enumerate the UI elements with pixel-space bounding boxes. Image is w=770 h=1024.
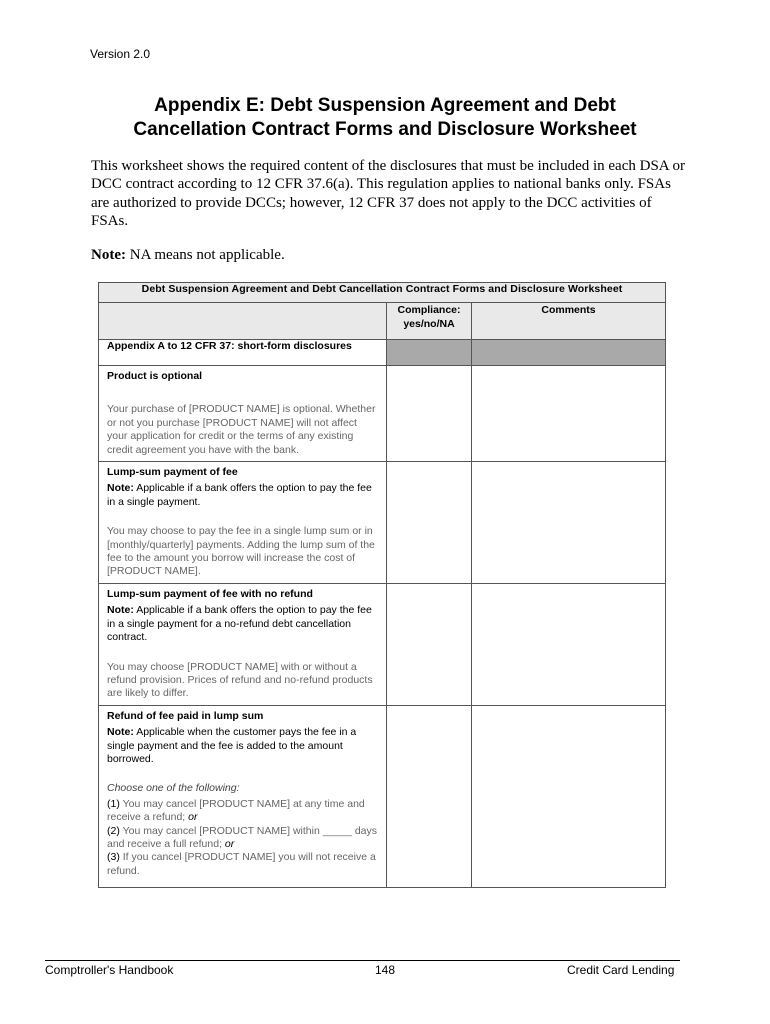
page-title xyxy=(90,94,680,142)
note-label: Note: xyxy=(91,247,126,263)
table-header-row xyxy=(99,303,666,340)
header-compliance-line-1: Compliance: xyxy=(397,304,461,316)
comments-cell[interactable] xyxy=(472,583,666,705)
header-compliance-line-2: yes/no/NA xyxy=(403,318,455,330)
table-row xyxy=(99,366,666,462)
section-row xyxy=(99,340,666,366)
row-note xyxy=(107,482,378,509)
row-note-label: Note: xyxy=(107,726,134,739)
row-title: Lump-sum payment of fee with no refund xyxy=(107,587,313,600)
row-description-cell xyxy=(99,462,387,584)
option-1 xyxy=(107,798,378,825)
row-note xyxy=(107,604,378,644)
option-3-text: If you cancel [PRODUCT NAME] you will not receive a refund. xyxy=(107,851,376,877)
section-title: Appendix A to 12 CFR 37: short-form disclosures xyxy=(99,340,387,366)
row-note-label: Note: xyxy=(107,604,134,617)
header-blank-cell xyxy=(99,303,387,340)
intro-paragraph: This worksheet shows the required content of the disclosures that must be included in each DSA or DCC contract according to 12 CFR 37.6(a). This regulation applies to national banks only. FSAs are authorized to provide DCCs; however, 12 CFR 37 does not apply to the DCC activities of FSAs. xyxy=(91,158,686,230)
compliance-cell[interactable] xyxy=(387,462,472,584)
table-row xyxy=(99,583,666,705)
row-note-text: Applicable if a bank offers the option to pay the fee in a single payment for a no-refund debt cancellation contract. xyxy=(107,604,372,644)
row-description-cell xyxy=(99,705,387,887)
row-description-cell xyxy=(99,366,387,462)
row-note-label: Note: xyxy=(107,482,134,495)
table-caption: Debt Suspension Agreement and Debt Cancellation Contract Forms and Disclosure Worksheet xyxy=(99,283,666,303)
header-compliance xyxy=(387,303,472,340)
version-label: Version 2.0 xyxy=(90,47,151,61)
table-row xyxy=(99,705,666,887)
option-3-number: (3) xyxy=(107,851,120,864)
footer-handbook: Comptroller's Handbook xyxy=(45,963,174,977)
title-line-2: Cancellation Contract Forms and Disclosure Worksheet xyxy=(133,119,637,140)
footer-divider xyxy=(45,960,680,961)
section-compliance-cell xyxy=(387,340,472,366)
compliance-cell[interactable] xyxy=(387,583,472,705)
disclosure-worksheet-table xyxy=(98,282,666,888)
row-note-text: Applicable if a bank offers the option to pay the fee in a single payment. xyxy=(107,482,372,508)
row-title: Product is optional xyxy=(107,370,203,382)
row-title: Refund of fee paid in lump sum xyxy=(107,709,264,722)
row-note xyxy=(107,726,378,766)
choose-instruction: Choose one of the following: xyxy=(107,782,240,795)
row-note-text: Applicable when the customer pays the fee in a single payment and the fee is added to the amount borrowed. xyxy=(107,726,357,765)
footer-page-number: 148 xyxy=(375,963,396,977)
option-3 xyxy=(107,851,378,878)
footer-section: Credit Card Lending xyxy=(567,963,675,977)
option-2 xyxy=(107,825,378,852)
comments-cell[interactable] xyxy=(472,705,666,887)
comments-cell[interactable] xyxy=(472,462,666,584)
row-disclosure-text: You may choose [PRODUCT NAME] with or without a refund provision. Prices of refund and no-refund products are likely to differ. xyxy=(107,660,373,700)
or-word: or xyxy=(188,811,198,824)
option-1-number: (1) xyxy=(107,797,120,810)
row-disclosure-text: You may choose to pay the fee in a single lump sum or in [monthly/quarterly] payments. Adding the lump sum of the fee to the amount you borrow will increase the cost of [PRODUCT NAME]. xyxy=(107,525,375,578)
option-2-number: (2) xyxy=(107,824,120,837)
section-comments-cell xyxy=(472,340,666,366)
row-title: Lump-sum payment of fee xyxy=(107,466,238,479)
option-2-text: You may cancel [PRODUCT NAME] within _____ days and receive a full refund; xyxy=(107,824,378,850)
row-description-cell xyxy=(99,583,387,705)
note-text: NA means not applicable. xyxy=(129,247,285,263)
title-line-1: Appendix E: Debt Suspension Agreement and Debt xyxy=(154,95,616,116)
header-comments: Comments xyxy=(472,303,666,340)
note-paragraph xyxy=(91,247,285,264)
table-caption-row xyxy=(99,283,666,303)
or-word: or xyxy=(224,837,235,850)
comments-cell[interactable] xyxy=(472,366,666,462)
compliance-cell[interactable] xyxy=(387,366,472,462)
table-row xyxy=(99,462,666,584)
compliance-cell[interactable] xyxy=(387,705,472,887)
row-disclosure-text: Your purchase of [PRODUCT NAME] is optional. Whether or not you purchase [PRODUCT NAME] will not affect your application for credit or the terms of any existing credit agreement you have with the bank. xyxy=(107,403,376,456)
option-1-text: You may cancel [PRODUCT NAME] at any time and receive a refund; xyxy=(107,797,365,824)
